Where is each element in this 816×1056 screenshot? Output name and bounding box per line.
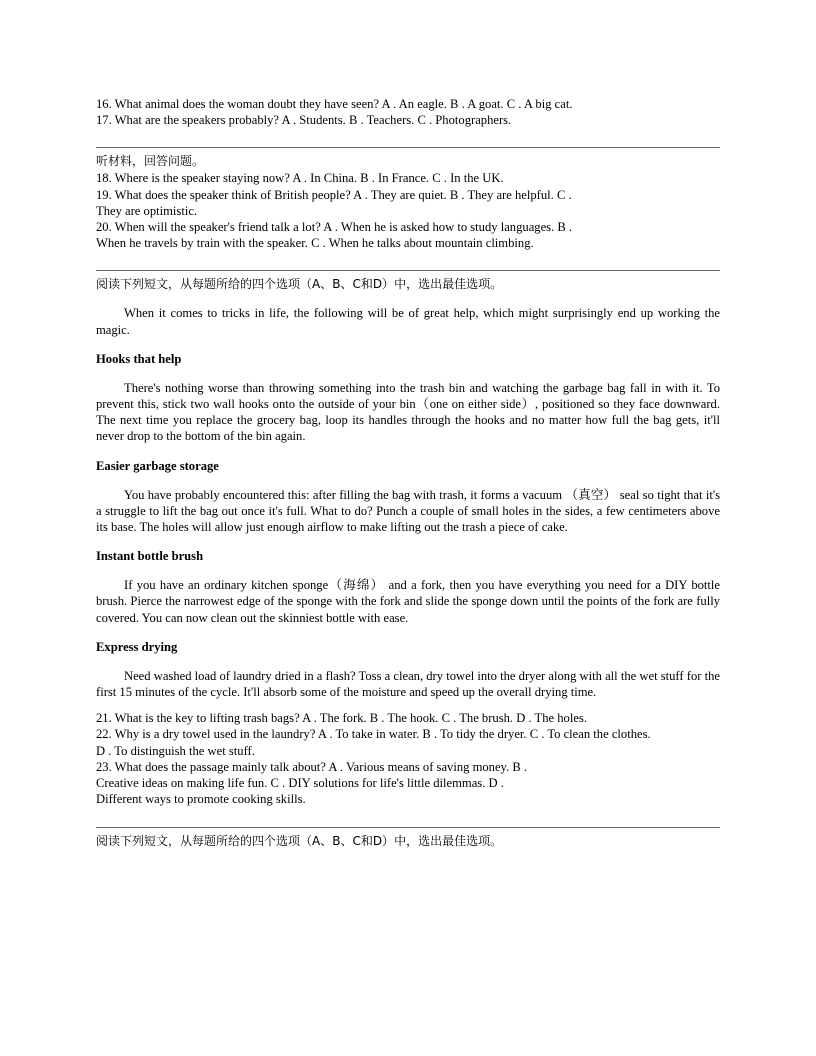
section-divider xyxy=(96,827,720,828)
tip-text-express-drying: Need washed load of laundry dried in a flash? Toss a clean, dry towel into the dryer along with all the wet stuff for the first 15 minutes of the cycle. It'll absorb some of the moisture and speed up the overall drying time. xyxy=(96,668,720,700)
question-19-line1: 19. What does the speaker think of British people? A . They are quiet. B . They are helpful. C . xyxy=(96,187,572,202)
passage-intro: When it comes to tricks in life, the following will be of great help, which might surprisingly end up working the magic. xyxy=(96,306,720,337)
question-20-line2: When he travels by train with the speaker. C . When he talks about mountain climbing. xyxy=(96,236,534,251)
question-16: 16. What animal does the woman doubt they have seen? A . An eagle. B . A goat. C . A big cat. xyxy=(96,97,573,111)
question-17: 17. What are the speakers probably? A . Students. B . Teachers. C . Photographers. xyxy=(96,113,512,128)
document-page xyxy=(96,94,720,849)
tip-text-garbage-storage: You have probably encountered this: after filling the bag with trash, it forms a vacuum （真空） seal so tight that it's a struggle to lift the bag out once it's full. What to do? Punch a couple of small holes in the sides, a few centimeters above its base. The holes will allow just enough airflow to make lifting out the trash a piece of cake. xyxy=(96,487,720,535)
question-20-line1: 20. When will the speaker's friend talk a lot? A . When he is asked how to study languages. B . xyxy=(96,220,573,235)
question-18: 18. Where is the speaker staying now? A . In China. B . In France. C . In the UK. xyxy=(96,171,504,186)
tip-heading-bottle-brush: Instant bottle brush xyxy=(96,549,204,564)
tip-text-bottle-brush: If you have an ordinary kitchen sponge（海绵） and a fork, then you have everything you need for a DIY bottle brush. Pierce the narrowest edge of the sponge with the fork and slide the sponge down until the points of the fork are fully covered. You can now clean out the skinniest bottle with ease. xyxy=(96,578,720,625)
tip-heading-express-drying: Express drying xyxy=(96,639,178,654)
section-divider xyxy=(96,270,720,271)
tip-text-hooks: There's nothing worse than throwing something into the trash bin and watching the garbage bag fall in with it. To prevent this, stick two wall hooks onto the outside of your bin（one on either side）, positioned so they face downward. The next time you replace the grocery bag, loop its handles through the hooks and no matter how full the bag gets, it'll never drop to the bottom of the bin again. xyxy=(96,380,720,444)
question-22-line2: D . To distinguish the wet stuff. xyxy=(96,743,255,758)
question-22-line1: 22. Why is a dry towel used in the laundry? A . To take in water. B . To tidy the dryer. C . To clean the clothes. xyxy=(96,727,651,742)
question-23-line3: Different ways to promote cooking skills. xyxy=(96,792,306,807)
question-19-line2: They are optimistic. xyxy=(96,203,198,218)
listening-instruction: 听材料，回答问题。 xyxy=(96,154,205,169)
section-divider xyxy=(96,147,720,148)
reading-instruction: 阅读下列短文，从每题所给的四个选项（A、B、C和D）中，选出最佳选项。 xyxy=(96,277,503,292)
question-23-line2: Creative ideas on making life fun. C . DIY solutions for life's little dilemmas. D . xyxy=(96,776,504,791)
tip-heading-garbage-storage: Easier garbage storage xyxy=(96,458,219,473)
question-21: 21. What is the key to lifting trash bags? A . The fork. B . The hook. C . The brush. D . The holes. xyxy=(96,711,587,726)
question-23-line1: 23. What does the passage mainly talk about? A . Various means of saving money. B . xyxy=(96,759,528,774)
tip-heading-hooks: Hooks that help xyxy=(96,351,182,366)
next-reading-instruction: 阅读下列短文，从每题所给的四个选项（A、B、C和D）中，选出最佳选项。 xyxy=(96,834,503,849)
